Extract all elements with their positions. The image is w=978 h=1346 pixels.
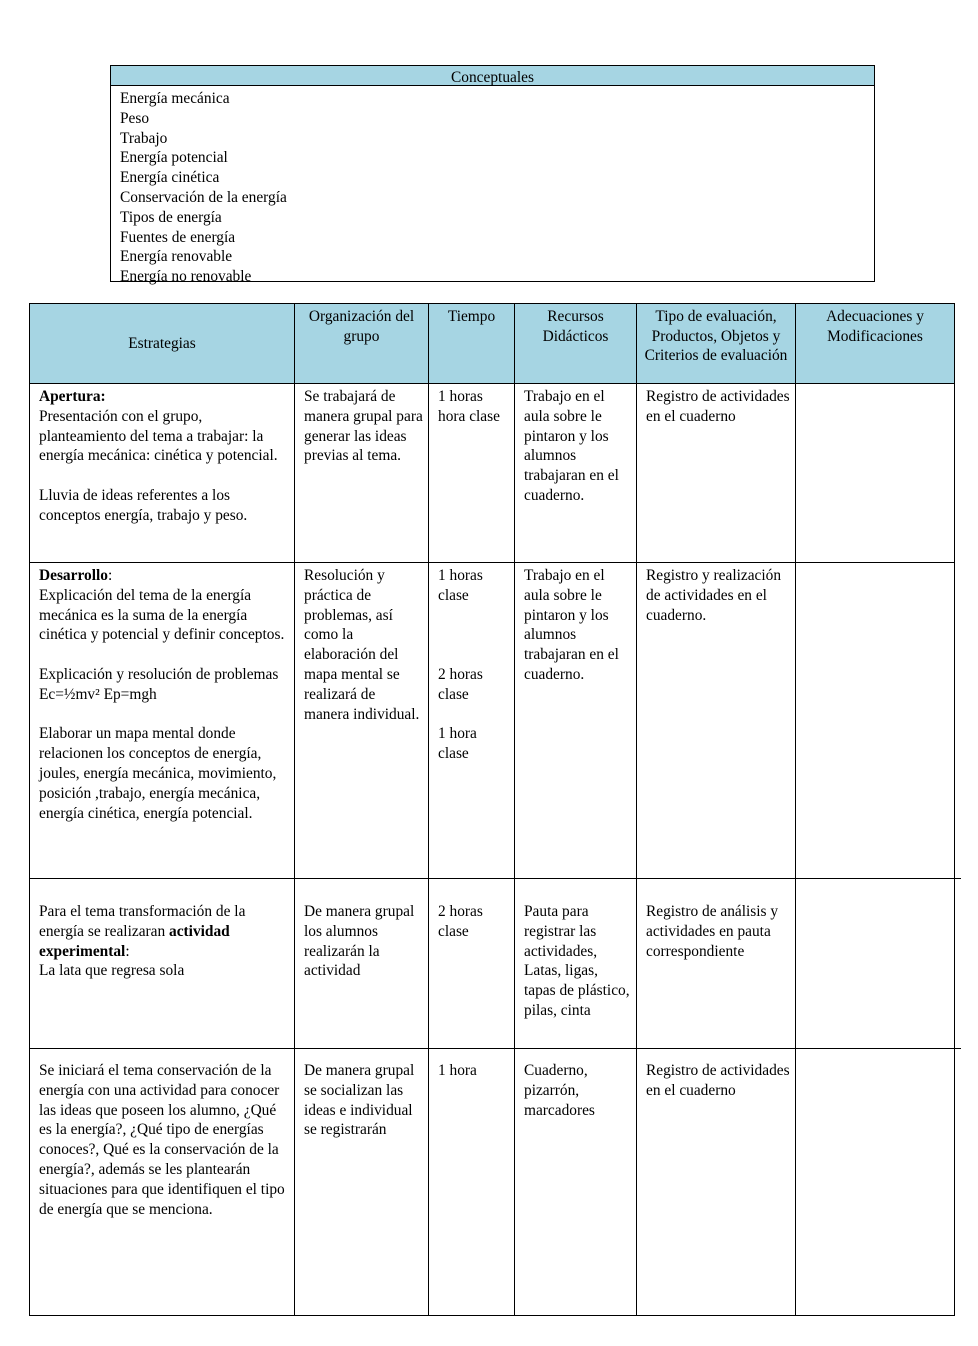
time-entry: 1 hora clase [438,725,477,763]
conceptuales-box [110,65,875,286]
table-row-apertura [30,384,955,563]
cell-tiempo: 1 horas hora clase [429,384,515,563]
concept-item: Energía renovable [120,248,233,266]
concept-item: Energía cinética [120,169,220,187]
strategy-suffix: : [125,942,130,960]
header-adecuaciones: Adecuaciones y Modificaciones [796,304,955,384]
strategy-text: La lata que regresa sola [39,962,185,980]
strategy-bold: actividad experimental [39,922,230,960]
concept-item: Conservación de la energía [120,188,287,206]
cell-estrategias: Se iniciará el tema conservación de la energía con una actividad para conocer las ideas que poseen los alumno, ¿Qué es la energía?, ¿Qué tipo de energías conoces?, Qué es la conservación de la energía?, además se les plantearán situaciones para que identifiquen el tipo de energía que se menciona. [30,1049,295,1316]
strategy-text: Para el tema transformación de la energía se realizaran [39,903,246,940]
time-entry: 1 horas clase [438,567,483,604]
cell-estrategias [30,879,295,1049]
table-row-desarrollo [30,563,955,879]
header-evaluacion: Tipo de evaluación, Productos, Objetos y Criterios de evaluación [637,304,796,384]
time-entry: 2 horas clase [438,665,483,703]
cell-organizacion: Resolución y práctica de problemas, así como la elaboración del mapa mental se realizará de manera individual. [295,563,429,879]
concept-item: Tipos de energía [120,208,222,226]
cell-organizacion: Se trabajará de manera grupal para generar las ideas previas al tema. [295,384,429,563]
strategy-text: Explicación y resolución de problemas Ec=½mv² Ep=mgh [39,665,279,703]
cell-evaluacion: Registro y realización de actividades en el cuaderno. [637,563,796,879]
strategy-text: Explicación del tema de la energía mecánica es la suma de la energía cinética y potencial y definir conceptos. [39,586,285,644]
cell-recursos: Trabajo en el aula sobre le pintaron y los alumnos trabajaran en el cuaderno. [515,384,637,563]
concept-item: Fuentes de energía [120,228,236,246]
cell-tiempo [429,563,515,879]
cell-recursos: Pauta para registrar las actividades, Latas, ligas, tapas de plástico, pilas, cinta [515,879,637,1049]
concept-item: Energía no renovable [120,268,252,286]
cell-organizacion: De manera grupal se socializan las ideas e individual se registrarán [295,1049,429,1316]
strategy-text: Elaborar un mapa mental donde relacionen los conceptos de energía, joules, energía mecánica, movimiento, posición ,trabajo, energía mecánica, energía cinética, energía potencial. [39,725,277,822]
row-title-suffix: : [107,567,113,584]
concept-item: Peso [120,109,150,127]
concept-item: Energía potencial [120,149,228,167]
cell-estrategias [30,384,295,563]
header-estrategias: Estrategias [30,304,295,384]
cell-estrategias [30,563,295,879]
cell-adecuaciones [796,879,955,1049]
header-tiempo: Tiempo [429,304,515,384]
cell-tiempo: 2 horas clase [429,879,515,1049]
planning-table [29,303,955,1316]
row-divider-extension [953,878,961,879]
row-divider-extension [953,1048,961,1049]
table-row-experimental [30,879,955,1049]
row-title: Desarrollo [39,567,108,584]
cell-evaluacion: Registro de actividades en el cuaderno [637,384,796,563]
cell-adecuaciones [796,563,955,879]
cell-adecuaciones [796,384,955,563]
concept-item: Trabajo [120,129,168,147]
cell-tiempo: 1 hora [429,1049,515,1316]
cell-evaluacion: Registro de análisis y actividades en pauta correspondiente [637,879,796,1049]
header-organizacion: Organización del grupo [295,304,429,384]
strategy-text: Lluvia de ideas referentes a los conceptos energía, trabajo y peso. [39,486,248,524]
cell-adecuaciones [796,1049,955,1316]
conceptuales-list [111,86,874,287]
header-row [30,304,955,384]
cell-evaluacion: Registro de actividades en el cuaderno [637,1049,796,1316]
row-title: Apertura: [39,388,106,405]
table-row-conservacion [30,1049,955,1316]
concept-item: Energía mecánica [120,90,230,107]
cell-recursos: Cuaderno, pizarrón, marcadores [515,1049,637,1316]
cell-organizacion: De manera grupal los alumnos realizarán la actividad [295,879,429,1049]
conceptuales-header: Conceptuales [111,66,874,86]
header-recursos: Recursos Didácticos [515,304,637,384]
cell-recursos: Trabajo en el aula sobre le pintaron y los alumnos trabajaran en el cuaderno. [515,563,637,879]
strategy-text: Presentación con el grupo, planteamiento del tema a trabajar: la energía mecánica: cinética y potencial. [39,407,278,465]
